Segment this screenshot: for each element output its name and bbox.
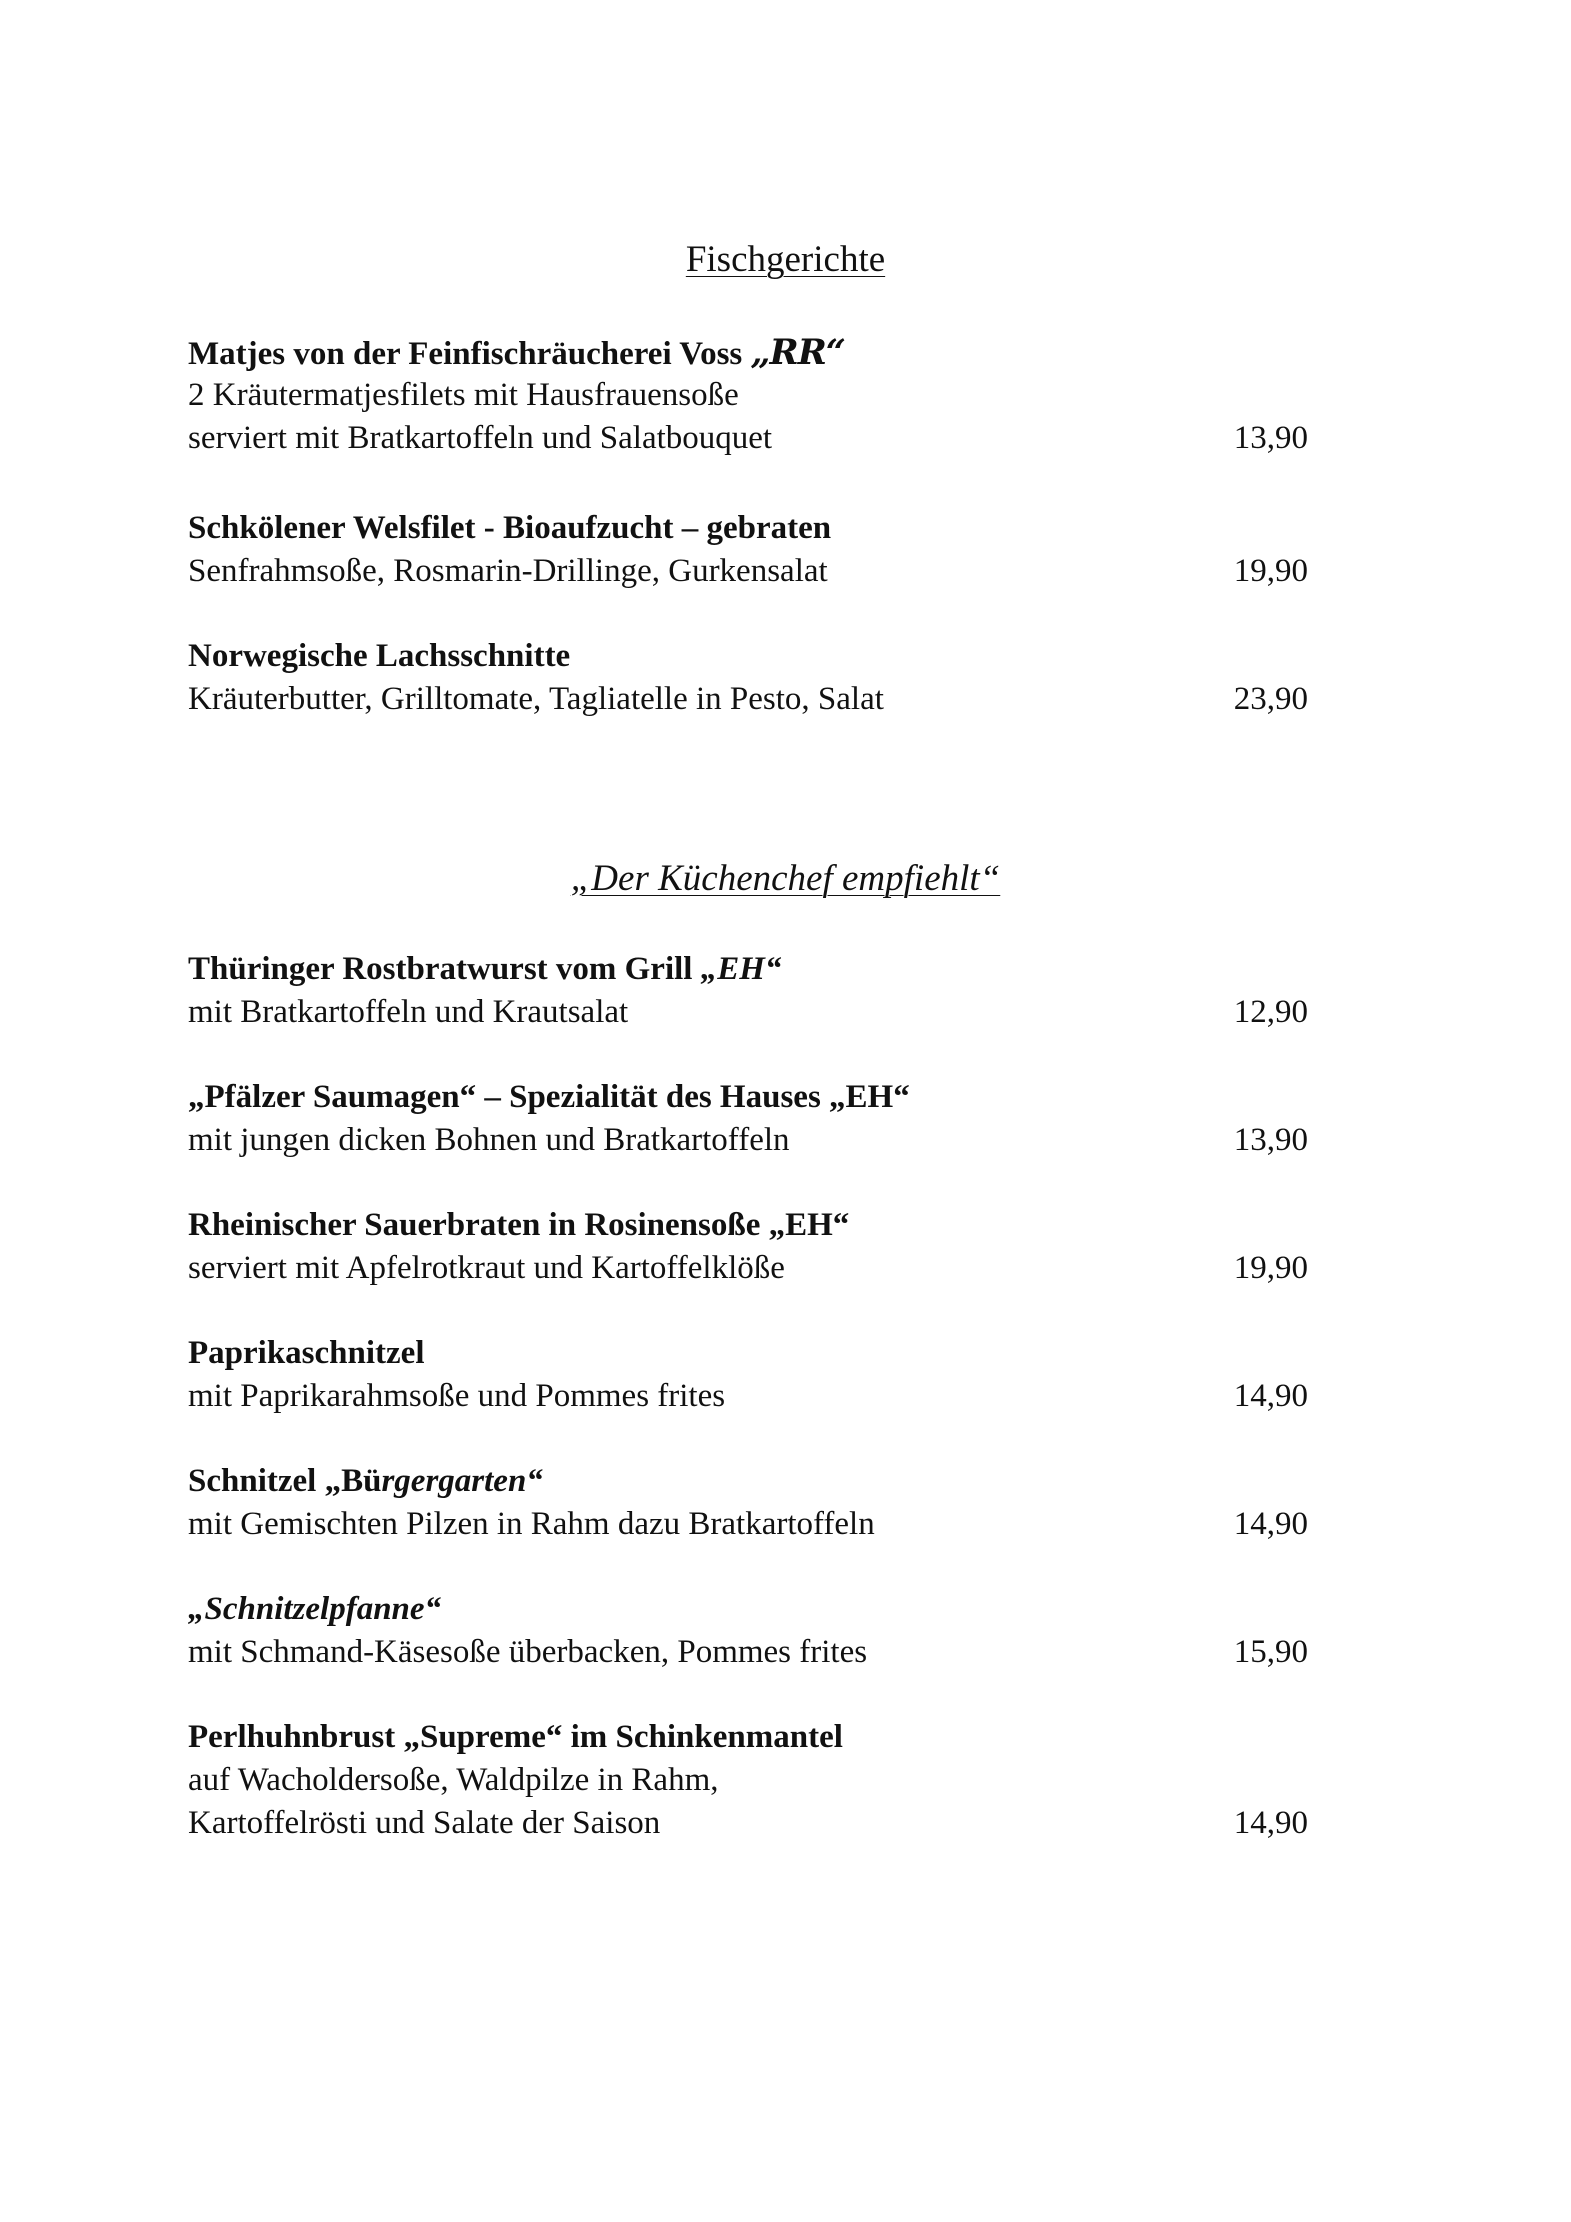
- menu-item-welsfilet: [188, 507, 1308, 593]
- menu-item-rostbratwurst: [188, 948, 1308, 1034]
- menu-item-schnitzelpfanne: [188, 1588, 1308, 1674]
- item-description: mit Gemischten Pilzen in Rahm dazu Bratkartoffeln: [188, 1506, 875, 1542]
- menu-item-sauerbraten: [188, 1204, 1308, 1290]
- item-price: 19,90: [1233, 553, 1308, 589]
- item-name: Norwegische Lachsschnitte: [188, 638, 571, 674]
- item-name: Thüringer Rostbratwurst vom Grill „EH“: [188, 951, 782, 987]
- item-description: serviert mit Apfelrotkraut und Kartoffelklöße: [188, 1250, 785, 1286]
- item-price: 14,90: [1233, 1506, 1308, 1542]
- item-name: Schnitzel „Bürgergarten“: [188, 1463, 543, 1499]
- item-price: 13,90: [1233, 1122, 1308, 1158]
- menu-item-lachsschnitte: [188, 635, 1308, 721]
- item-description: mit jungen dicken Bohnen und Bratkartoffeln: [188, 1122, 790, 1158]
- menu-item-paprikaschnitzel: [188, 1332, 1308, 1418]
- item-description: Senfrahmsoße, Rosmarin-Drillinge, Gurkensalat: [188, 553, 828, 589]
- item-price: 15,90: [1233, 1634, 1308, 1670]
- menu-item-matjes: [188, 331, 1308, 460]
- item-name: „Pfälzer Saumagen“ – Spezialität des Hauses „EH“: [188, 1079, 910, 1115]
- menu-item-schnitzel-buergergarten: [188, 1460, 1308, 1546]
- item-price: 13,90: [1233, 420, 1308, 456]
- item-price: 14,90: [1233, 1805, 1308, 1841]
- item-name: Schkölener Welsfilet - Bioaufzucht – gebraten: [188, 510, 832, 546]
- section-title-kuechenchef: „Der Küchenchef empfiehlt“: [570, 858, 1001, 899]
- menu-item-saumagen: [188, 1076, 1308, 1162]
- item-description: mit Bratkartoffeln und Krautsalat: [188, 994, 629, 1030]
- item-description: mit Paprikarahmsoße und Pommes frites: [188, 1378, 726, 1414]
- item-price: 14,90: [1233, 1378, 1308, 1414]
- menu-item-perlhuhnbrust: [188, 1716, 1308, 1845]
- item-price: 12,90: [1233, 994, 1308, 1030]
- item-description: Kräuterbutter, Grilltomate, Tagliatelle in Pesto, Salat: [188, 681, 884, 717]
- item-description: Kartoffelrösti und Salate der Saison: [188, 1805, 661, 1841]
- item-name: Matjes von der Feinfischräucherei Voss „RR“: [188, 332, 845, 373]
- item-name: „Schnitzelpfanne“: [188, 1591, 442, 1627]
- item-name: Rheinischer Sauerbraten in Rosinensoße „EH“: [188, 1207, 850, 1243]
- item-name: Paprikaschnitzel: [188, 1335, 425, 1371]
- item-description: mit Schmand-Käsesoße überbacken, Pommes frites: [188, 1634, 868, 1670]
- item-description: auf Wacholdersoße, Waldpilze in Rahm,: [188, 1762, 719, 1798]
- item-price: 23,90: [1233, 681, 1308, 717]
- item-name: Perlhuhnbrust „Supreme“ im Schinkenmantel: [188, 1719, 843, 1755]
- item-description: serviert mit Bratkartoffeln und Salatbouquet: [188, 420, 773, 456]
- item-description: 2 Kräutermatjesfilets mit Hausfrauensoße: [188, 377, 739, 413]
- section-title-fischgerichte: Fischgerichte: [685, 239, 886, 280]
- item-price: 19,90: [1233, 1250, 1308, 1286]
